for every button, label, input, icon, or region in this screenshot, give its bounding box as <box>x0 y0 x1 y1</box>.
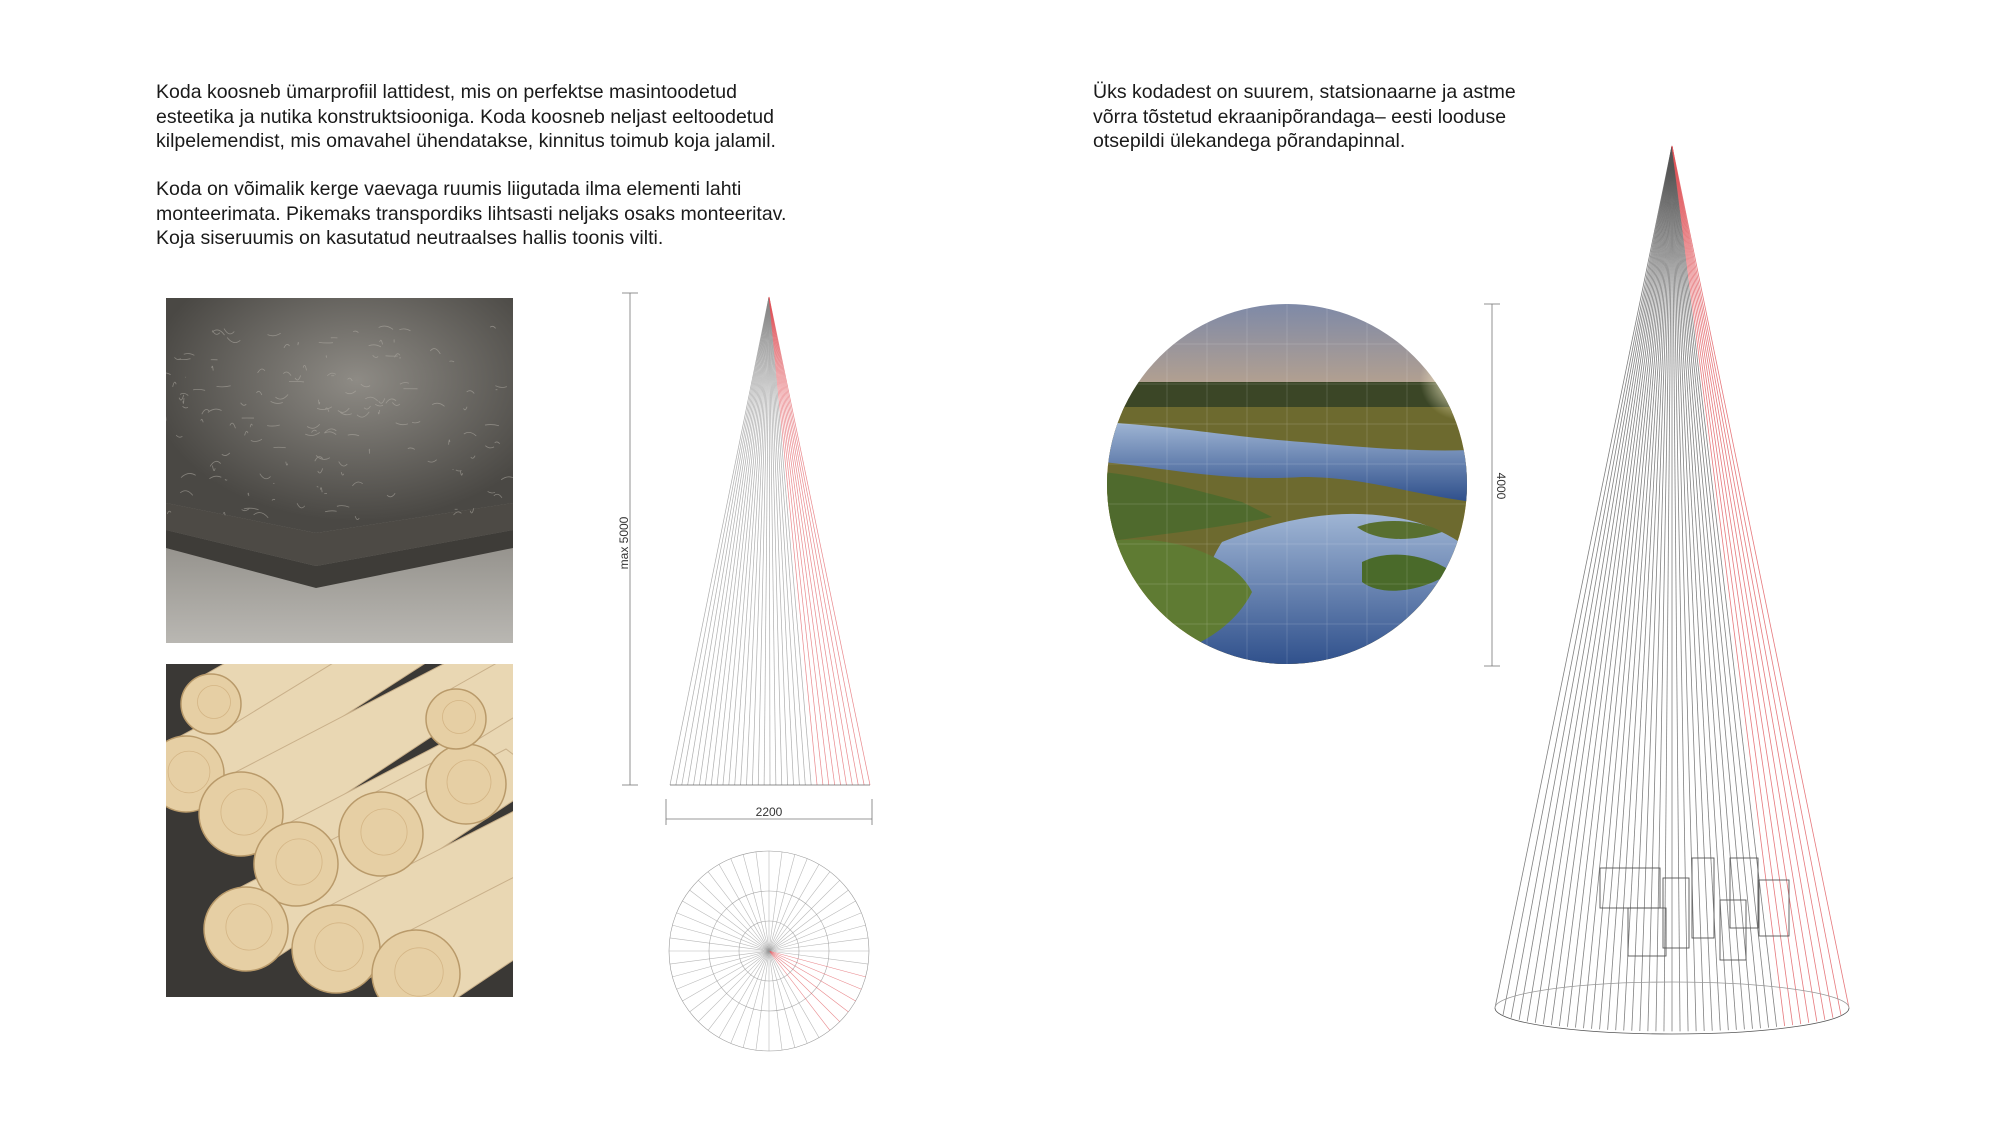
description-paragraph: Koda on võimalik kerge vaevaga ruumis liigutada ilma elementi lahti monteerimata. Pikemaks transpordiks lihtsasti neljaks osaks monteeritav. Koja siseruumis on kasutatud neutraalses hallis toonis vilti. <box>156 178 787 249</box>
large-height-dimension-label: 4000 <box>1494 472 1508 500</box>
stationary-paragraph: Üks kodadest on suurem, statsionaarne ja astme võrra tõstetud ekraanipõrandaga– eesti looduse otsepildi ülekandega põrandapinnal. <box>1093 81 1516 152</box>
timber-logs-photo <box>166 664 513 997</box>
small-cone-elevation-drawing <box>600 285 900 1075</box>
width-dimension-label: 2200 <box>755 805 783 819</box>
intro-paragraph: Koda koosneb ümarprofiil lattidest, mis on perfektse masintoodetud esteetika ja nutika konstruktsiooniga. Koda koosneb neljast eeltoodetud kilpelemendist, mis omavahel ühendatakse, kinnitus toimub koja jalamil. <box>156 81 776 152</box>
height-dimension-label: max 5000 <box>617 516 631 570</box>
felt-material-photo <box>166 298 513 643</box>
large-cone-perspective-drawing <box>1480 138 1880 1058</box>
bog-landscape-circle-image <box>1102 302 1472 667</box>
